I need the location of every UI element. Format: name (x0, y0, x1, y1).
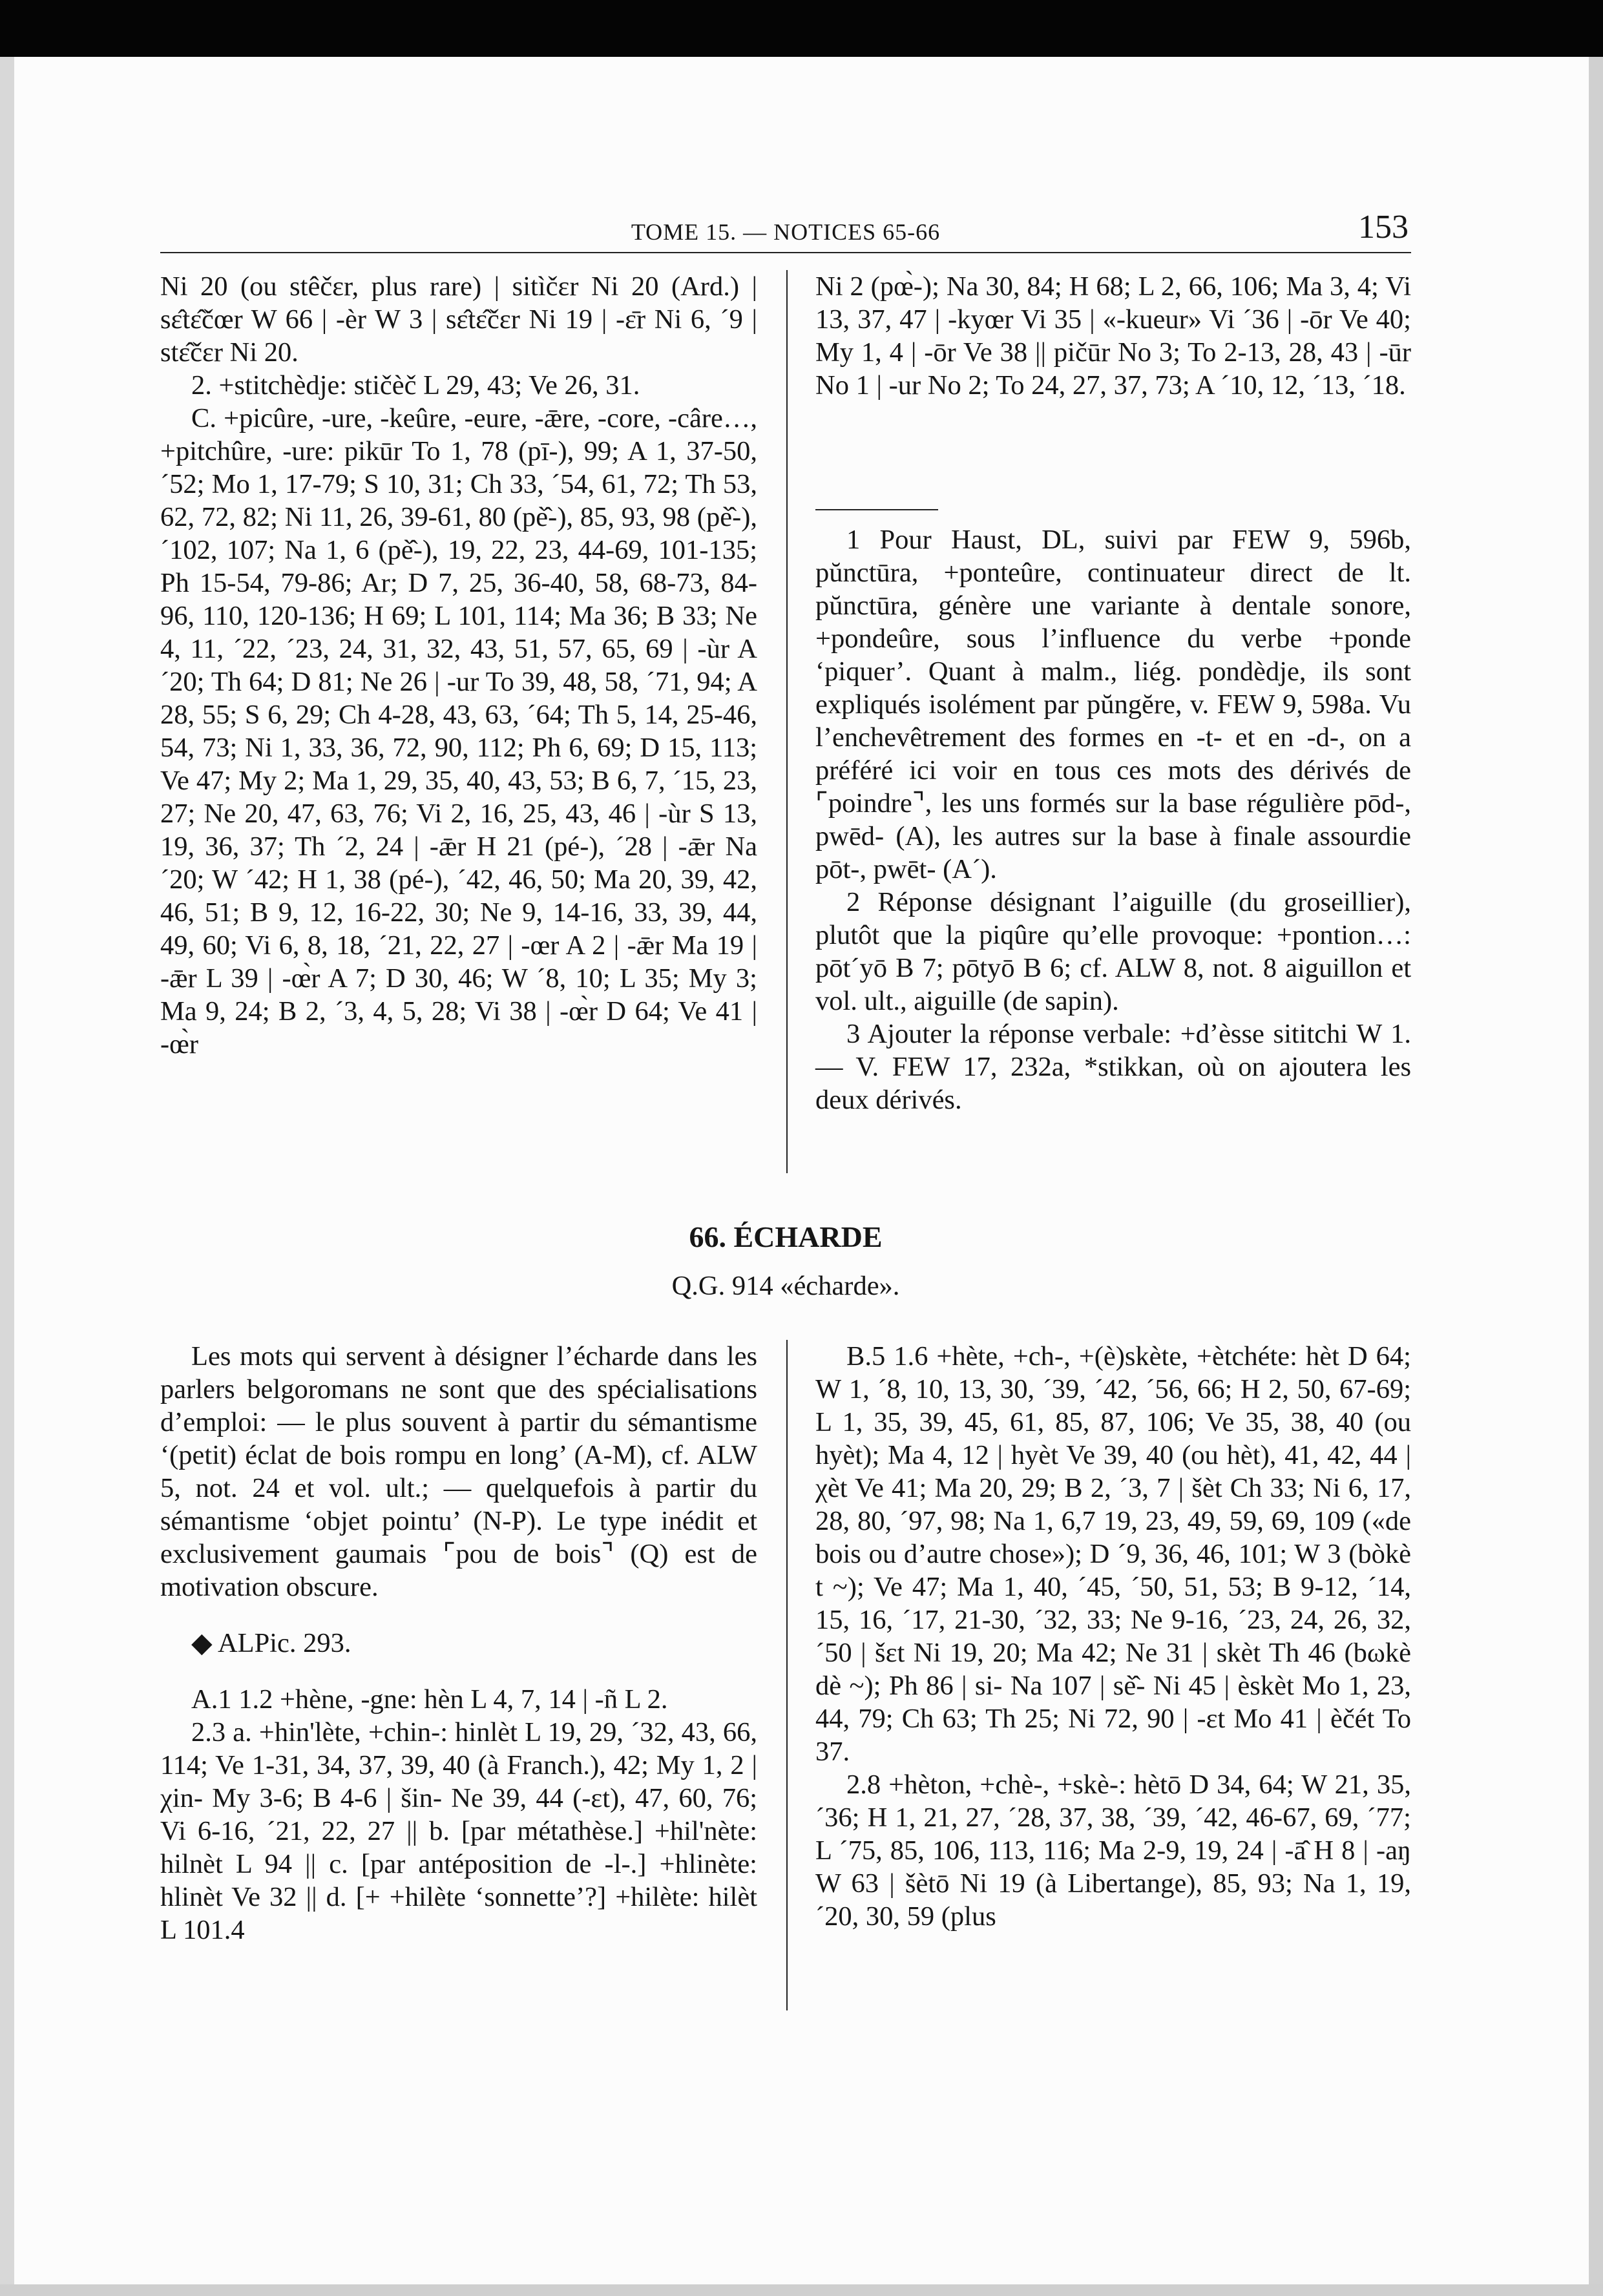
right-column-bottom (815, 1340, 1411, 1933)
paragraph: B.5 1.6 +hète, +ch-, +(è)skète, +ètchéte: hèt D 64; W 1, ´8, 10, 13, 30, ´39, ´42, ´56, 66; H 2, 50, 67-69; L 1, 35, 39, 45, 61, 85, 87, 106; Ve 35, 38, 40 (ou hyèt); Ma 4, 12 | hyèt Ve 39, 40 (ou hèt), 41, 42, 44 | χèt Ve 41; Ma 20, 29; B 2, ´3, 7 | šèt Ch 33; Ni 6, 17, 28, 80, ´97, 98; Na 1, 6,7 19, 23, 49, 59, 69, 109 («de bois ou d’autre chose»); D ´9, 36, 46, 101; W 3 (bòkè t ~); Ve 47; Ma 1, 40, ´45, ´50, 51, 53; B 9-12, ´14, 15, 16, ´17, 21-30, ´32, 33; Ne 9-16, ´23, 24, 26, 32, ´50 | šɛt Ni 19, 20; Ma 42; Ne 31 | skèt Th 46 (bωkè dè ~); Ph 86 | si- Na 107 | sè̂- Ni 45 | èskèt Mo 1, 23, 44, 79; Ch 63; Th 25; Ni 72, 90 | -ɛt Mo 41 | èčét To 37. (815, 1341, 1411, 1767)
footnote-3: 3 Ajouter la réponse verbale: +d’èsse sititchi W 1. — V. FEW 17, 232a, *stikkan, où on ajoutera les deux dérivés. (815, 1019, 1411, 1115)
footnote-1: 1 Pour Haust, DL, suivi par FEW 9, 596b, pŭnctūra, +ponteûre, continuateur direct de lt. pŭnctūra, génère une variante à dentale sonore, +pondeûre, sous l’influence du verbe +ponde ‘piquer’. Quant à malm., liég. pondèdje, ils sont expliqués isolément par pŭngĕre, v. FEW 9, 598a. Vu l’enchevêtrement des formes en -t- et en -d-, on a préféré ici voir en tous ces mots des dérivés de ⌜poindre⌝, les uns formés sur la base régulière pōd-, pwēd- (A), les autres sur la base à finale assourdie pōt-, pwēt- (A´). (815, 525, 1411, 884)
section-subheading: Q.G. 914 «écharde». (671, 1271, 900, 1301)
footnote-2: 2 Réponse désignant l’aiguille (du groseillier), plutôt que la piqûre qu’elle provoque: +pontion…: pōt´yō B 7; pōtyō B 6; cf. ALW 8, not. 8 aiguillon et vol. ult., aiguille (de sapin). (815, 887, 1411, 1016)
scan-left-edge (0, 57, 14, 2296)
footnote-rule (815, 509, 938, 510)
running-title: TOME 15. — NOTICES 65-66 (631, 219, 941, 245)
left-column-bottom (160, 1340, 757, 1946)
paragraph: 2. +stitchèdje: stičèč L 29, 43; Ve 26, 31. (191, 370, 640, 401)
left-column-top (160, 270, 757, 1061)
scan-right-edge (1589, 57, 1603, 2296)
paragraph: Les mots qui servent à désigner l’écharde dans les parlers belgoromans ne sont que des spécialisations d’emploi: — le plus souvent à partir du sémantisme ‘(petit) éclat de bois rompu en long’ (A-M), cf. ALW 5, not. 24 et vol. ult.; — quelquefois à partir du sémantisme ‘objet pointu’ (N-P). Le type inédit et exclusivement gaumais ⌜pou de bois⌝ (Q) est de motivation obscure. (160, 1341, 757, 1602)
column-divider-top (786, 270, 788, 1173)
running-head (160, 207, 1411, 253)
paragraph: A.1 1.2 +hène, -gne: hèn L 4, 7, 14 | -ñ L 2. (191, 1684, 668, 1715)
paragraph: C. +picûre, -ure, -keûre, -eure, -ǣre, -core, -câre…, +pitchûre, -ure: pikūr To 1, 78 (pī-), 99; A 1, 37-50, ´52; Mo 1, 17-79; S 10, 31; Ch 33, ´54, 61, 72; Th 53, 62, 72, 82; Ni 11, 26, 39-61, 80 (pè̂-), 85, 93, 98 (pè̂-), ´102, 107; Na 1, 6 (pè̂-), 19, 22, 23, 44-69, 101-135; Ph 15-54, 79-86; Ar; D 7, 25, 36-40, 58, 68-73, 84-96, 110, 120-136; H 69; L 101, 114; Ma 36; B 33; Ne 4, 11, ´22, ´23, 24, 31, 32, 43, 51, 57, 65, 69 | -ùr A ´20; Th 64; D 81; Ne 26 | -ur To 39, 48, 58, ´71, 94; A 28, 55; S 6, 29; Ch 4-28, 43, 63, ´64; Th 5, 14, 25-46, 54, 73; Ni 1, 33, 36, 72, 90, 112; Ph 6, 69; D 15, 113; Ve 47; My 2; Ma 1, 29, 35, 40, 43, 53; B 6, 7, ´15, 23, 27; Ne 20, 47, 63, 76; Vi 2, 16, 25, 43, 46 | -ùr S 13, 19, 36, 37; Th ´2, 24 | -ǣr H 21 (pé-), ´28 | -ǣr Na ´20; W ´42; H 1, 38 (pé-), ´42, 46, 50; Ma 20, 39, 42, 46, 51; B 9, 12, 16-22, 30; Ne 9, 14-16, 33, 39, 44, 49, 60; Vi 6, 8, 18, ´21, 22, 27 | -œr A 2 | -ǣr Ma 19 | -ǣr L 39 | -œ̀r A 7; D 30, 46; W ´8, 10; L 35; My 3; Ma 9, 24; B 2, ´3, 4, 5, 28; Vi 38 | -œ̀r D 64; Ve 41 | -œ̀r (160, 403, 757, 1059)
page-number: 153 (1358, 209, 1409, 245)
section-heading: 66. ÉCHARDE (689, 1220, 883, 1253)
footnotes (815, 523, 1411, 1116)
paragraph: 2.8 +hèton, +chè-, +skè-: hètō D 34, 64; W 21, 35, ´36; H 1, 21, 27, ´28, 37, 38, ´39, ´42, 46-67, 69, ´77; L ´75, 85, 106, 113, 116; Ma 2-9, 19, 24 | -ā̂ H 8 | -aŋ W 63 | šètō Ni 19 (à Libertange), 85, 93; Na 1, 19, ´20, 30, 59 (plus (815, 1769, 1411, 1932)
scan-top-border (0, 0, 1603, 57)
paragraph: Ni 20 (ou stêčɛr, plus rare) | sitìčɛr Ni 20 (Ard.) | sɛ̂tɛ̂čœr W 66 | -èr W 3 | sɛ̂tɛ̂čɛr Ni 19 | -ɛ̄r Ni 6, ´9 | stɛ̂čɛr Ni 20. (160, 271, 757, 368)
paragraph: 2.3 a. +hin'lète, +chin-: hinlèt L 19, 29, ´32, 43, 66, 114; Ve 1-31, 34, 37, 39, 40 (à Franch.), 42; My 1, 2 | χin- My 3-6; B 4-6 | šin- Ne 39, 44 (-ɛt), 47, 60, 76; Vi 6-16, ´21, 22, 27 || b. [par métathèse.] +hil'nète: hilnèt L 94 || c. [par antéposition de -l-.] +hlinète: hlinèt Ve 32 || d. [+ +hilète ‘sonnette’?] +hilète: hilèt L 101.4 (160, 1717, 757, 1945)
column-divider-bottom (786, 1340, 788, 2010)
right-column-top (815, 270, 1411, 402)
paragraph: Ni 2 (pœ̀-); Na 30, 84; H 68; L 2, 66, 106; Ma 3, 4; Vi 13, 37, 47 | -kyœr Vi 35 | «-kueur» Vi ´36 | -ōr Ve 40; My 1, 4 | -ōr Ve 38 || pičūr No 3; To 2-13, 28, 43 | -ūr No 1 | -ur No 2; To 24, 27, 37, 73; A ´10, 12, ´13, ´18. (815, 271, 1411, 401)
reference-line: ◆ ALPic. 293. (191, 1628, 351, 1658)
scan-bottom-edge (0, 2284, 1603, 2296)
